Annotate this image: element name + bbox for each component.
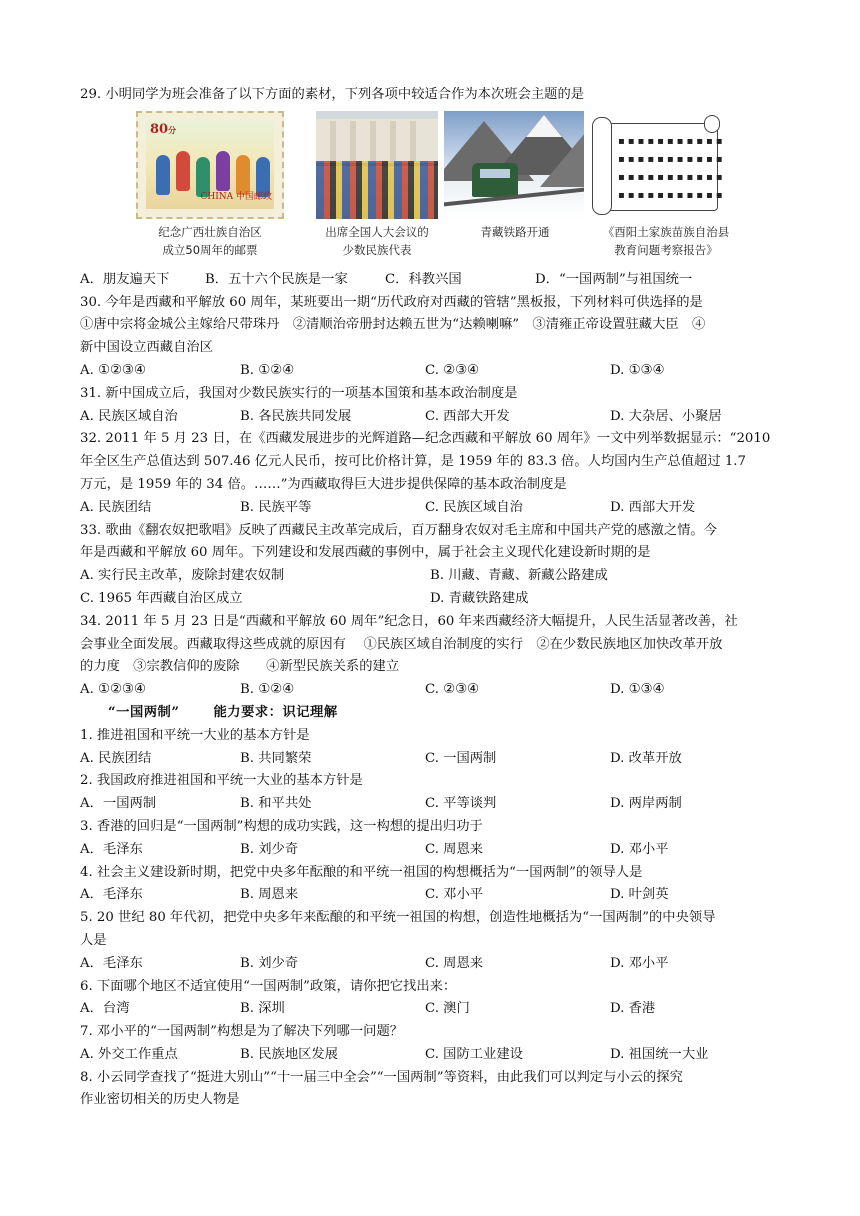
option-b: B．五十六个民族是一家 — [205, 271, 348, 287]
option-d: D. 西部大开发 — [610, 499, 696, 515]
question-31-stem: 31. 新中国成立后，我国对少数民族实行的一项基本国策和基本政治制度是 — [80, 385, 518, 401]
option-a: A. 实行民主改革，废除封建农奴制 — [80, 568, 285, 584]
option-b: B. 各民族共同发展 — [240, 408, 352, 424]
section-q5-line-2: 人是 — [80, 932, 107, 948]
option-c: C. 国防工业建设 — [425, 1046, 523, 1062]
question-32-options — [80, 497, 780, 520]
scroll-dots-3: ▪▪▪▪▪▪▪▪▪▪▪ — [618, 171, 726, 183]
option-a: A．台湾 — [80, 1001, 130, 1017]
section-q8-line-1: 8. 小云同学查找了“挺进大别山”“十一届三中全会”“一国两制”等资料，由此我们可以判定与小云的探究 — [80, 1069, 683, 1085]
option-d: D. 大杂居、小聚居 — [610, 408, 722, 424]
option-a: A. 民族区域自治 — [80, 408, 178, 424]
question-30-line-3: 新中国设立西藏自治区 — [80, 340, 213, 356]
caption-delegates: 出席全国人大会议的 少数民族代表 — [325, 224, 429, 257]
option-b: B. 刘少奇 — [240, 955, 299, 971]
option-b: B. 民族地区发展 — [240, 1046, 339, 1062]
section-q3-stem: 3. 香港的回归是“一国两制”构想的成功实践，这一构想的提出归功于 — [80, 818, 483, 834]
question-32-line-3: 万元，是 1959 年的 34 倍。……”为西藏取得巨大进步提供保障的基本政治制度是 — [80, 476, 567, 492]
question-33-line-1: 33. 歌曲《翻农奴把歌唱》反映了西藏民主改革完成后，百万翻身农奴对毛主席和中国共产党的感激之情。今 — [80, 522, 718, 538]
option-c: C. 周恩来 — [425, 841, 484, 857]
scroll-dots-4: ▪▪▪▪▪▪▪▪▪▪▪ — [618, 189, 726, 201]
option-a: A．毛泽东 — [80, 841, 143, 857]
option-c: C. 西部大开发 — [425, 408, 510, 424]
option-a: A．毛泽东 — [80, 955, 143, 971]
option-a: A. 外交工作重点 — [80, 1046, 178, 1062]
section-q6-stem: 6. 下面哪个地区不适宜使用“一国两制”政策，请你把它找出来： — [80, 978, 457, 994]
section-q8-line-2: 作业密切相关的历史人物是 — [80, 1092, 240, 1108]
option-a: A. ①②③④ — [80, 682, 146, 698]
section-q4-options — [80, 884, 780, 907]
option-d: D. 祖国统一大业 — [610, 1046, 709, 1062]
question-34-line-1: 34. 2011 年 5 月 23 日是“西藏和平解放 60 周年”纪念日，60 年来西藏经济大幅提升，人民生活显著改善，社 — [80, 613, 738, 629]
option-b: B. 深圳 — [240, 1001, 285, 1017]
guangxi-stamp-image — [136, 111, 284, 219]
caption-stamp: 纪念广西壮族自治区 成立50周年的邮票 — [158, 224, 262, 257]
option-c: C. 平等谈判 — [425, 796, 497, 812]
option-d: D. 改革开放 — [610, 750, 682, 766]
question-32-line-1: 32. 2011 年 5 月 23 日，在《西藏发展进步的光辉道路—纪念西藏和平解放 60 周年》一文中列举数据显示：“2010 — [80, 431, 771, 447]
section-q1-stem: 1. 推进祖国和平统一大业的基本方针是 — [80, 727, 310, 743]
section-ability: 能力要求：识记理解 — [213, 704, 338, 720]
question-34-line-3: 的力度 ③宗教信仰的废除 ④新型民族关系的建立 — [80, 659, 400, 675]
question-32-line-2: 年全区生产总值达到 507.46 亿元人民币，按可比价格计算，是 1959 年的 83.3 倍。人均国内生产总值超过 1.7 — [80, 454, 746, 470]
option-d: D. 两岸两制 — [610, 796, 682, 812]
question-34-line-2: 会事业全面发展。西藏取得这些成就的原因有 ①民族区域自治制度的实行 ②在少数民族地区加快改革开放 — [80, 636, 723, 652]
exam-content — [80, 84, 780, 1112]
section-q3-options — [80, 839, 780, 862]
option-a: A．毛泽东 — [80, 887, 143, 903]
option-c: C. 邓小平 — [425, 887, 484, 903]
option-d: D. 邓小平 — [610, 841, 669, 857]
section-q7-stem: 7. 邓小平的“一国两制”构想是为了解决下列哪一问题？ — [80, 1024, 404, 1040]
question-29-stem: 29. 小明同学为班会准备了以下方面的素材，下列各项中较适合作为本次班会主题的是 — [80, 87, 585, 102]
section-q4-stem: 4. 社会主义建设新时期，把党中央多年酝酿的和平统一祖国的构想概括为“一国两制”的领导人是 — [80, 864, 643, 880]
question-31-options — [80, 406, 780, 429]
option-b: B. 共同繁荣 — [240, 750, 312, 766]
stamp-value: 80 — [150, 121, 169, 137]
option-b: B. 民族平等 — [240, 499, 312, 515]
report-scroll-image — [586, 111, 732, 219]
caption-railway: 青藏铁路开通 — [480, 224, 550, 239]
question-33-line-2: 年是西藏和平解放 60 周年。下列建设和发展西藏的事例中，属于社会主义现代化建设新时期的是 — [80, 545, 651, 561]
option-d: D. 叶剑英 — [610, 887, 669, 903]
option-c: C. 一国两制 — [425, 750, 497, 766]
option-c: C. 周恩来 — [425, 955, 484, 971]
option-d: D. 邓小平 — [610, 955, 669, 971]
option-a: A．朋友遍天下 — [80, 271, 170, 287]
question-30-line-2: ①唐中宗将金城公主嫁给尺带珠丹 ②清顺治帝册封达赖五世为“达赖喇嘛” ③清雍正帝设置驻藏大臣 ④ — [80, 317, 706, 333]
option-a: A．一国两制 — [80, 796, 157, 812]
option-c: C. ②③④ — [425, 362, 479, 378]
option-c: C. 1965 年西藏自治区成立 — [80, 590, 243, 606]
scroll-dots-1: ▪▪▪▪▪▪▪▪▪▪▪ — [618, 135, 726, 147]
option-b: B. 和平共处 — [240, 796, 312, 812]
section-q6-options — [80, 998, 780, 1021]
qinghai-tibet-railway-photo — [444, 111, 584, 219]
option-c: C. ②③④ — [425, 682, 479, 698]
option-c: C．科教兴国 — [385, 271, 462, 287]
npc-delegates-photo — [316, 111, 438, 219]
option-d: D. ①③④ — [610, 682, 665, 698]
option-d: D. 青藏铁路建成 — [430, 590, 529, 606]
question-29-options — [80, 269, 780, 292]
option-b: B. 川藏、青藏、新藏公路建成 — [430, 568, 608, 584]
option-b: B. 刘少奇 — [240, 841, 299, 857]
option-d: D. ①③④ — [610, 362, 665, 378]
question-34-options — [80, 679, 780, 702]
option-d: D. 香港 — [610, 1001, 656, 1017]
question-29-figures — [80, 111, 780, 263]
option-c: C. 澳门 — [425, 1001, 470, 1017]
section-heading — [80, 702, 780, 725]
caption-report: 《酉阳土家族苗族自治县 教育问题考察报告》 — [602, 224, 730, 257]
option-c: C. 民族区域自治 — [425, 499, 523, 515]
option-a: A. 民族团结 — [80, 750, 152, 766]
section-q1-options — [80, 748, 780, 771]
option-b: B. ①②④ — [240, 362, 294, 378]
section-q2-options — [80, 793, 780, 816]
option-b: B. ①②④ — [240, 682, 294, 698]
section-title: “一国两制” — [108, 704, 180, 720]
section-q5-options — [80, 953, 780, 976]
section-q5-line-1: 5. 20 世纪 80 年代初，把党中央多年来酝酿的和平统一祖国的构想，创造性地概括为“一国两制”的中央领导 — [80, 910, 716, 926]
section-q7-options — [80, 1044, 780, 1067]
section-q2-stem: 2. 我国政府推进祖国和平统一大业的基本方针是 — [80, 773, 363, 789]
question-30-options — [80, 360, 780, 383]
option-a: A. 民族团结 — [80, 499, 152, 515]
option-a: A. ①②③④ — [80, 362, 146, 378]
stamp-brand: CHINA 中国邮政 — [200, 192, 272, 202]
question-33-options-cd — [80, 588, 780, 611]
option-d: D．“一国两制”与祖国统一 — [535, 271, 693, 287]
question-30-line-1: 30. 今年是西藏和平解放 60 周年，某班要出一期“历代政府对西藏的管辖”黑板报，下列材料可供选择的是 — [80, 294, 703, 310]
stamp-unit: 分 — [168, 124, 177, 135]
question-33-options-ab — [80, 565, 780, 588]
scroll-dots-2: ▪▪▪▪▪▪▪▪▪▪▪ — [618, 153, 726, 165]
option-b: B. 周恩来 — [240, 887, 299, 903]
